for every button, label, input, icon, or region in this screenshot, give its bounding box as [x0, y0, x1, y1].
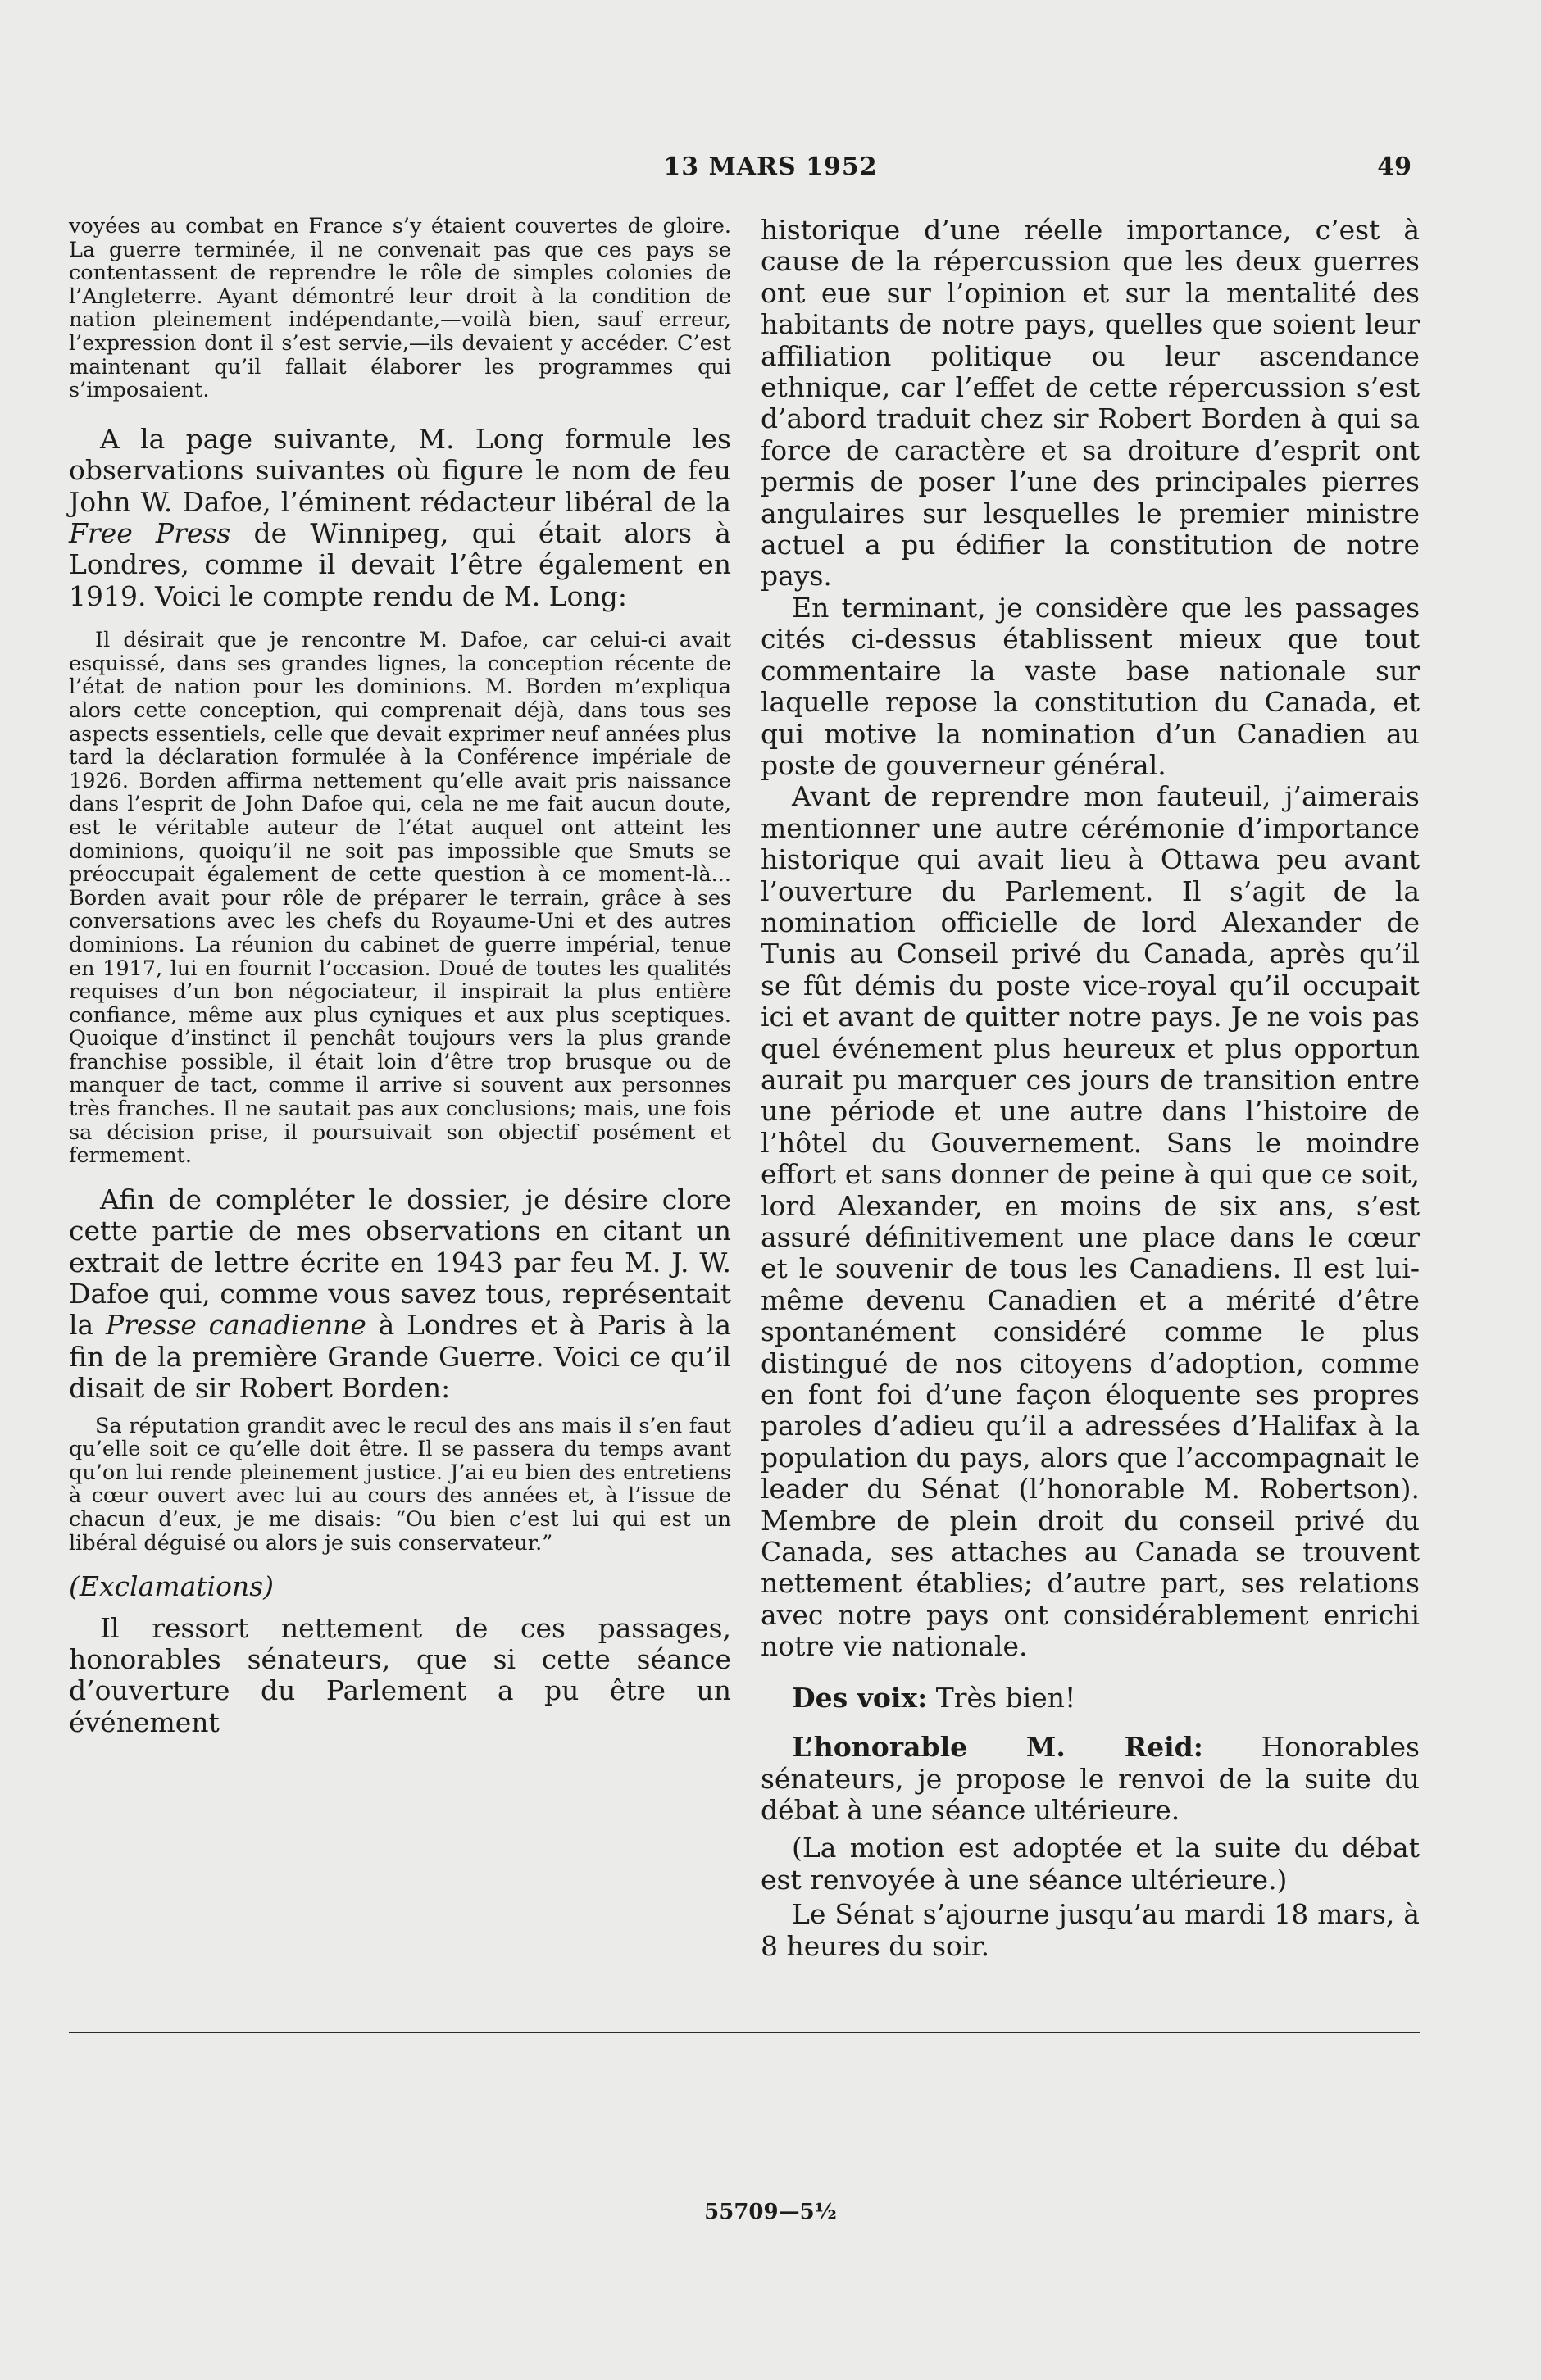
- block-quote-long: [69, 629, 731, 1168]
- paragraph-text: à Londres et à Paris à la fin de la première Grande Guerre. Voici ce qu’il disait de sir Robert Borden:: [69, 1309, 732, 1405]
- interjection: [761, 1683, 1420, 1714]
- page-date: 13 MARS 1952: [663, 152, 878, 181]
- motion-note: (La motion est adoptée et la suite du débat est renvoyée à une séance ultérieure.): [761, 1832, 1420, 1896]
- quote-text: Sa réputation grandit avec le recul des ans mais il s’en faut qu’elle soit ce qu’elle doit être. Il se passera du temps avant qu’on lui rende pleinement justice. J’ai eu bien des entretiens à cœur ouvert avec lui au cours des années et, à l’issue de chacun d’eux, je me disais: “Ou bien c’est lui qui est un libéral déguisé ou alors je suis conservateur.”: [69, 1413, 731, 1556]
- block-quote-dafoe: [69, 1415, 731, 1556]
- adjournment: Le Sénat s’ajourne jusqu’au mardi 18 mars, à 8 heures du soir.: [761, 1898, 1420, 1962]
- body-text: [69, 1571, 731, 1738]
- column-end-rule: [69, 2032, 1420, 2033]
- page-number: 49: [1377, 152, 1411, 181]
- paragraph-conclusion-start: Il ressort nettement de ces passages, honorables sénateurs, que si cette séance d’ouverture du Parlement a pu être un événement: [69, 1611, 731, 1738]
- paragraph-conclusion: En terminant, je considère que les passages cités ci-dessus établissent mieux que tout commentaire la vaste base nationale sur laquelle repose la constitution du Canada, et qui motive la nomination d’un Canadien au poste de gouverneur général.: [761, 591, 1420, 781]
- left-column: [69, 215, 731, 1738]
- quote-continuation: voyées au combat en France s’y étaient couvertes de gloire. La guerre terminée, il ne convenait pas que ces pays se contentassent de reprendre le rôle de simples colonies de l’Angleterre. Ayant démontré leur droit à la condition de nation pleinement indépendante,—voilà bien, sauf erreur, l’expression dont il s’est servie,—ils devaient y accéder. C’est maintenant qu’il fallait élaborer les programmes qui s’imposaient.: [69, 214, 731, 403]
- speech-reid: [761, 1732, 1420, 1826]
- publication-title: Free Press: [69, 516, 231, 549]
- page-header: [0, 152, 1541, 185]
- paragraph-dafoe-letter: [69, 1184, 731, 1405]
- speaker-name: L’honorable M. Reid:: [792, 1731, 1203, 1764]
- body-text: [69, 424, 731, 612]
- body-text: [761, 215, 1420, 1962]
- exclamations: (Exclamations): [69, 1570, 274, 1603]
- continued-quote: [69, 215, 731, 402]
- paragraph-text: A la page suivante, M. Long formule les observations suivantes où figure le nom de feu John W. Dafoe, l’éminent rédacteur libéral de la: [69, 422, 731, 518]
- paragraph-text: Afin de compléter le dossier, je désire clore cette partie de mes observations en citant un extrait de lettre écrite en 1943 par feu M. J. W. Dafoe qui, comme vous savez tous, représentait la: [69, 1183, 731, 1342]
- speech-text: Très bien!: [927, 1681, 1076, 1714]
- right-column: [761, 215, 1420, 1962]
- printer-signature: 55709—5½: [704, 2200, 837, 2224]
- quote-text: Il désirait que je rencontre M. Dafoe, car celui-ci avait esquissé, dans ses grandes lignes, la conception récente de l’état de nation pour les dominions. M. Borden m’expliqua alors cette conception, qui comprenait déjà, dans tous ses aspects essentiels, celle que devait exprimer neuf années plus tard la déclaration formulée à la Conférence impériale de 1926. Borden affirma nettement qu’elle avait pris naissance dans l’esprit de John Dafoe qui, cela ne me fait aucun doute, est le véritable auteur de l’état auquel ont atteint les dominions, quoiqu’il ne soit pas impossible que Smuts se préoccupait également de cette question à ce moment-là... Borden avait pour rôle de préparer le terrain, grâce à ses conversations avec les chefs du Royaume-Uni et des autres dominions. La réunion du cabinet de guerre impérial, tenue en 1917, lui en fournit l’occasion. Doué de toutes les qualités requises d’un bon négociateur, il inspirait la plus entière confiance, même aux plus cyniques et aux plus sceptiques. Quoique d’instinct il penchât toujours vers la plus grande franchise possible, il était loin d’être trop brusque ou de manquer de tact, comme il arrive si souvent aux personnes très franches. Il ne sautait pas aux conclusions; mais, une fois sa décision prise, il poursuivait son objectif posément et fermement.: [69, 628, 731, 1169]
- body-text: [69, 1184, 731, 1405]
- paragraph-long-intro: [69, 424, 731, 612]
- paragraph-text: de Winnipeg, qui était alors à Londres, comme il devait l’être également en 1919. Voici le compte rendu de M. Long:: [69, 516, 731, 612]
- publication-title: Presse canadienne: [105, 1309, 366, 1342]
- paragraph-continuation: historique d’une réelle importance, c’est à cause de la répercussion que les deux guerres ont eue sur l’opinion et sur la mentalité des habitants de notre pays, quelles que soient leur affiliation politique ou leur ascendance ethnique, car l’effet de cette répercussion s’est d’abord traduit chez sir Robert Borden à qui sa force de caractère et sa droiture d’esprit ont permis de poser l’une des principales pierres angulaires sur lesquelles le premier ministre actuel a pu édifier la constitution de notre pays.: [761, 214, 1420, 593]
- paragraph-lord-alexander: Avant de reprendre mon fauteuil, j’aimerais mentionner une autre cérémonie d’importance historique qui avait lieu à Ottawa peu avant l’ouverture du Parlement. Il s’agit de la nomination officielle de lord Alexander de Tunis au Conseil privé du Canada, après qu’il se fût démis du poste vice-royal qu’il occupait ici et avant de quitter notre pays. Je ne vois pas quel événement plus heureux et plus opportun aurait pu marquer ces jours de transition entre une période et une autre dans l’histoire de l’hôtel du Gouvernement. Sans le moindre effort et sans donner de peine à qui que ce soit, lord Alexander, en moins de six ans, s’est assuré définitivement une place dans le cœur et le souvenir de tous les Canadiens. Il est lui-même devenu Canadien et a mérité d’être spontanément considéré comme le plus distingué de nos citoyens d’adoption, comme en font foi d’une façon éloquente ses propres paroles d’adieu qu’il a adressées d’Halifax à la population du pays, alors que l’accompagnait le leader du Sénat (l’honorable M. Robertson). Membre de plein droit du conseil privé du Canada, ses attaches au Canada se trouvent nettement établies; d’autre part, ses relations avec notre pays ont considérablement enrichi notre vie nationale.: [761, 780, 1420, 1663]
- speaker-name: Des voix:: [792, 1681, 928, 1714]
- speech-text: Honorables sénateurs, je propose le renvoi de la suite du débat à une séance ultérieure.: [761, 1731, 1420, 1826]
